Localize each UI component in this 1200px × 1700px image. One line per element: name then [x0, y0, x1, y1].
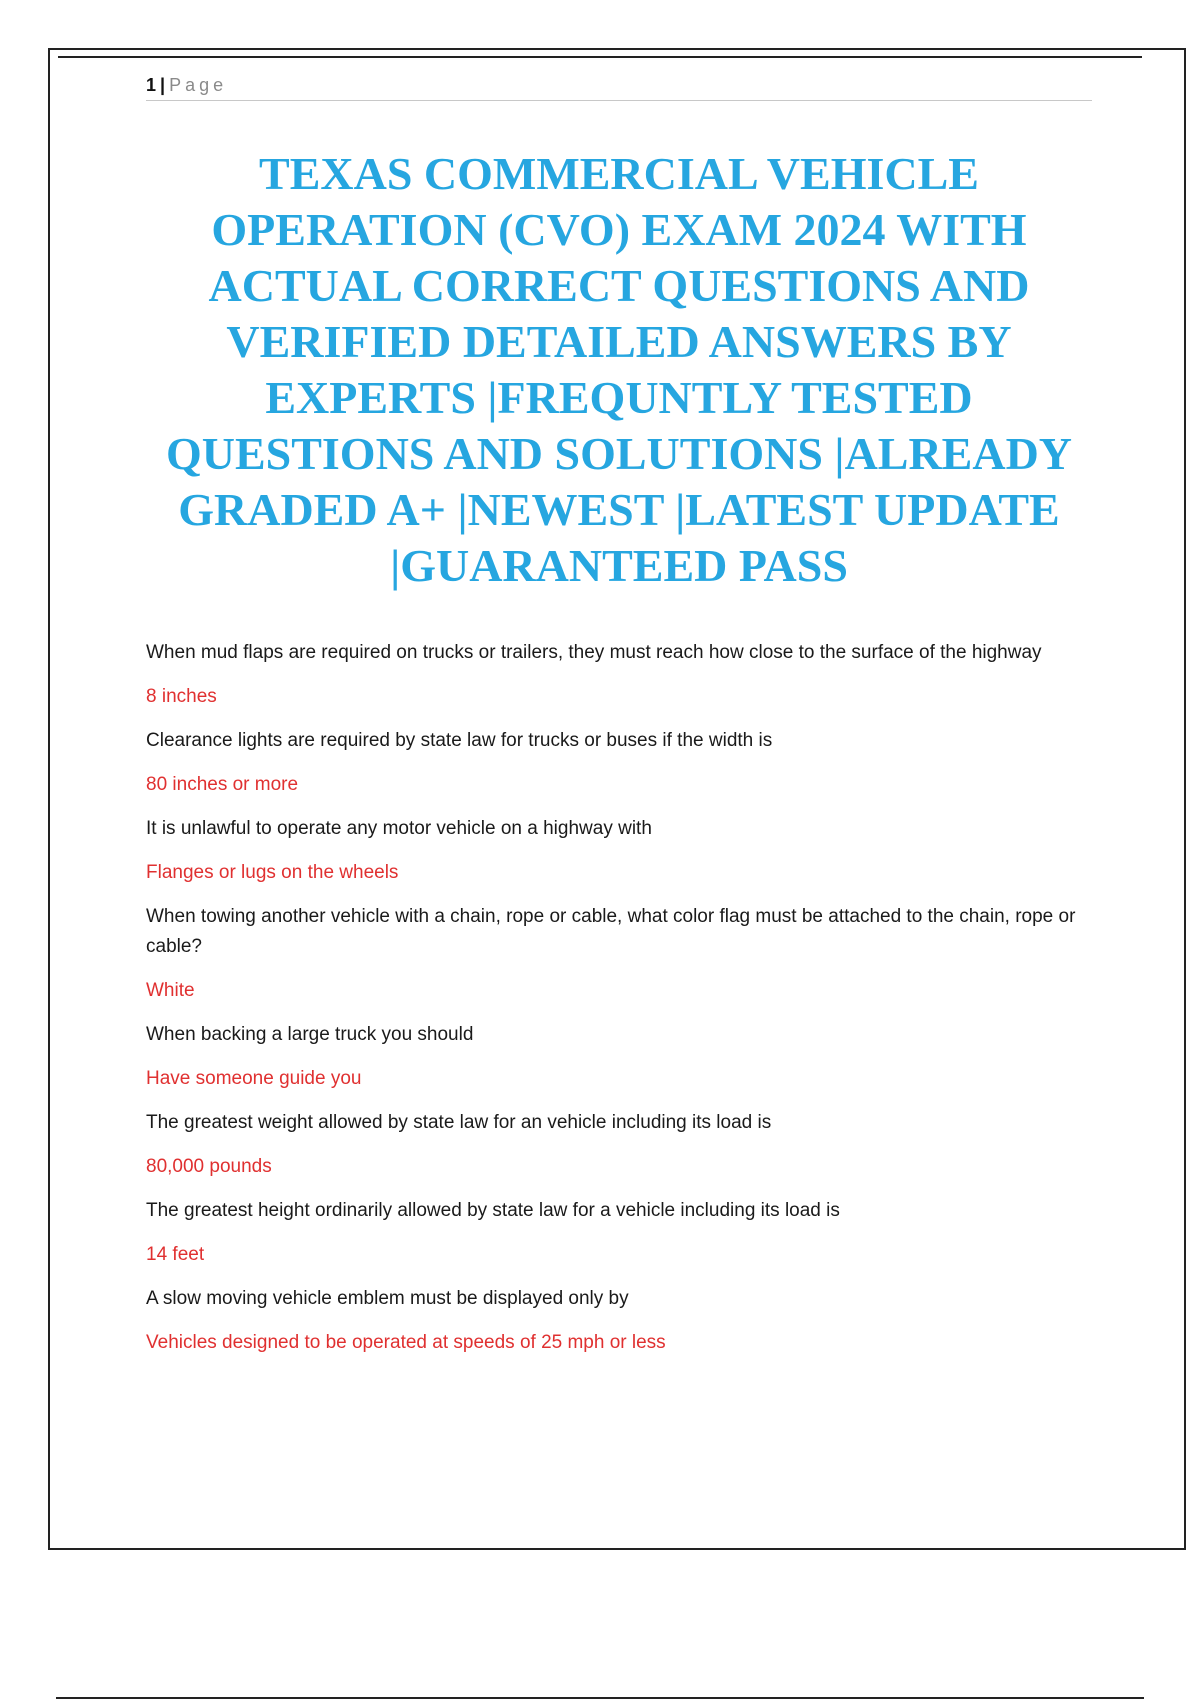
qa-item — [146, 1108, 1092, 1182]
document-page — [48, 48, 1186, 1550]
answer-text: 8 inches — [146, 686, 217, 707]
page-label: Page — [169, 75, 228, 95]
qa-list — [146, 638, 1092, 1372]
qa-item — [146, 1020, 1092, 1094]
question-text: When backing a large truck you should — [146, 1024, 474, 1045]
qa-item — [146, 638, 1092, 712]
question-text: The greatest weight allowed by state law for an vehicle including its load is — [146, 1112, 772, 1133]
qa-item — [146, 1284, 1092, 1358]
question-text: Clearance lights are required by state law for trucks or buses if the width is — [146, 730, 773, 751]
qa-item — [146, 902, 1092, 1006]
top-rule — [58, 56, 1142, 58]
document-title: TEXAS COMMERCIAL VEHICLE OPERATION (CVO) EXAM 2024 WITH ACTUAL CORRECT QUESTIONS AND VERIFIED DETAILED ANSWERS BY EXPERTS |FREQUNTLY TESTED QUESTIONS AND SOLUTIONS |ALREADY GRADED A+ |NEWEST |LATEST UPDATE |GUARANTEED PASS — [165, 148, 1073, 591]
qa-item — [146, 726, 1092, 800]
question-text: It is unlawful to operate any motor vehicle on a highway with — [146, 818, 652, 839]
answer-text: Vehicles designed to be operated at speeds of 25 mph or less — [146, 1332, 666, 1353]
question-text: A slow moving vehicle emblem must be displayed only by — [146, 1288, 629, 1309]
answer-text: 14 feet — [146, 1244, 205, 1265]
answer-text: Flanges or lugs on the wheels — [146, 862, 399, 883]
page-separator: | — [160, 75, 166, 95]
question-text: When mud flaps are required on trucks or trailers, they must reach how close to the surface of the highway — [146, 642, 1042, 663]
answer-text: 80,000 pounds — [146, 1156, 272, 1177]
question-text: The greatest height ordinarily allowed by state law for a vehicle including its load is — [146, 1200, 840, 1221]
answer-text: White — [146, 980, 195, 1001]
answer-text: 80 inches or more — [146, 774, 299, 795]
answer-text: Have someone guide you — [146, 1068, 362, 1089]
page-number: 1 — [146, 75, 157, 95]
question-text: When towing another vehicle with a chain, rope or cable, what color flag must be attached to the chain, rope or cable? — [146, 906, 1076, 957]
page-header — [146, 74, 1092, 101]
qa-item — [146, 814, 1092, 888]
bottom-rule — [56, 1697, 1144, 1699]
qa-item — [146, 1196, 1092, 1270]
